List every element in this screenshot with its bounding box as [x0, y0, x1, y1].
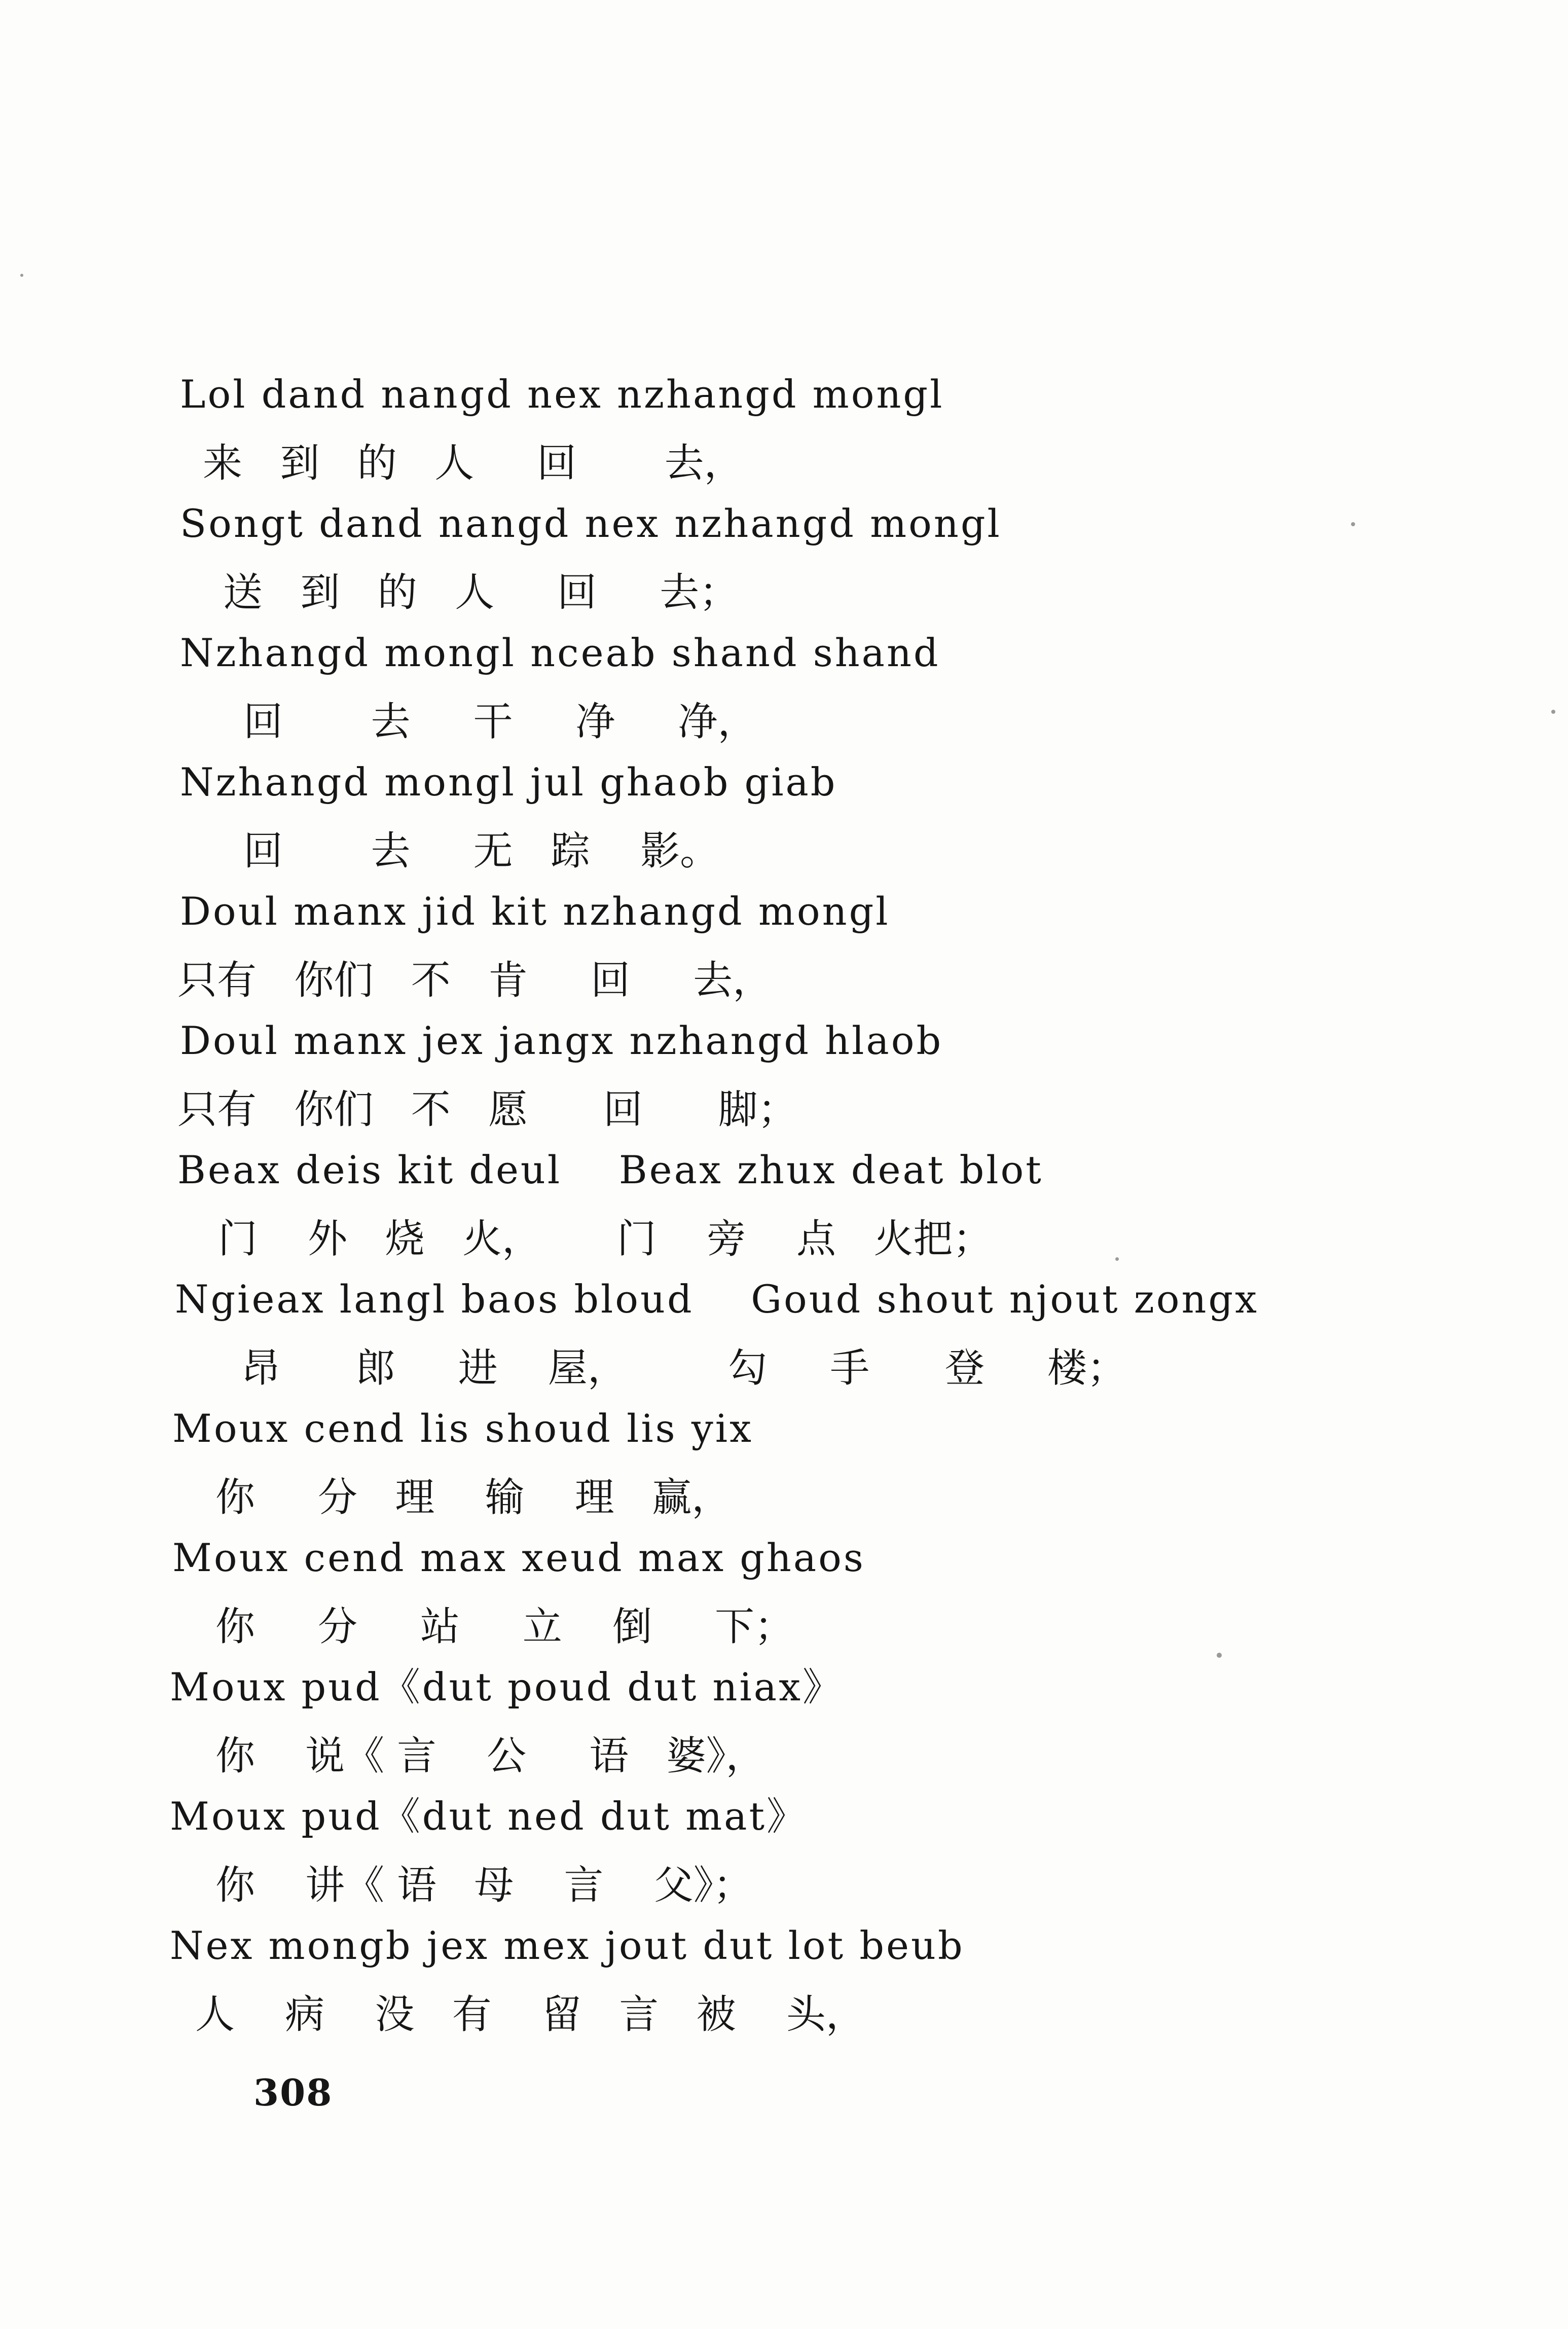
verse-line-chinese: 你 分 站 立 倒 下； [215, 1604, 794, 1650]
verse-line-roman: Ngieax langl baos bloud Goud shout njout zongx [175, 1277, 1259, 1322]
scan-speck [1351, 522, 1355, 526]
verse-line-chinese: 回 去 干 净 净， [243, 699, 757, 745]
verse-line-roman: Nzhangd mongl jul ghaob giab [180, 759, 837, 805]
verse-line-roman: Moux cend lis shoud lis yix [172, 1406, 753, 1451]
verse-line-roman: Doul manx jex jangx nzhangd hlaob [180, 1018, 943, 1063]
verse-line-chinese: 只有 你们 不 愿 回 脚； [177, 1087, 797, 1133]
verse-line-roman: Nzhangd mongl nceab shand shand [180, 630, 940, 675]
verse-line-roman: Moux pud《dut poud dut niax》 [170, 1664, 843, 1709]
verse-line-chinese: 人 病 没 有 留 言 被 头， [195, 1992, 865, 2037]
verse-line-roman: Beax deis kit deul Beax zhux deat blot [177, 1147, 1043, 1192]
page-number: 308 [253, 2071, 333, 2114]
verse-line-roman: Nex mongb jex mex jout dut lot beub [170, 1923, 965, 1968]
verse-line-roman: Doul manx jid kit nzhangd mongl [180, 889, 890, 934]
scan-speck [1115, 1257, 1119, 1261]
scan-speck [1217, 1653, 1222, 1658]
verse-line-chinese: 送 到 的 人 回 去； [223, 570, 739, 615]
verse-line-roman: Moux pud《dut ned dut mat》 [170, 1794, 808, 1839]
verse-line-roman: Moux cend max xeud max ghaos [172, 1535, 865, 1580]
scan-speck [1551, 710, 1555, 714]
verse-line-chinese: 只有 你们 不 肯 回 去， [177, 958, 773, 1003]
verse-line-chinese: 你 讲《 语 母 言 父》； [215, 1863, 753, 1908]
verse-line-chinese: 来 到 的 人 回 去， [203, 441, 744, 486]
verse-line-roman: Songt dand nangd nex nzhangd mongl [180, 501, 1002, 546]
verse-line-chinese: 门 外 烧 火， 门 旁 点 火把； [218, 1216, 993, 1262]
verse-line-roman: Lol dand nangd nex nzhangd mongl [180, 372, 944, 417]
verse-line-chinese: 你 说《 言 公 语 婆》， [215, 1733, 765, 1779]
verse-line-chinese: 昂 郎 进 屋， 勾 手 登 楼； [241, 1345, 1126, 1391]
verse-line-chinese: 你 分 理 输 理 赢， [215, 1475, 732, 1520]
scan-speck [20, 274, 23, 277]
verse-line-chinese: 回 去 无 踪 影。 [243, 828, 720, 874]
